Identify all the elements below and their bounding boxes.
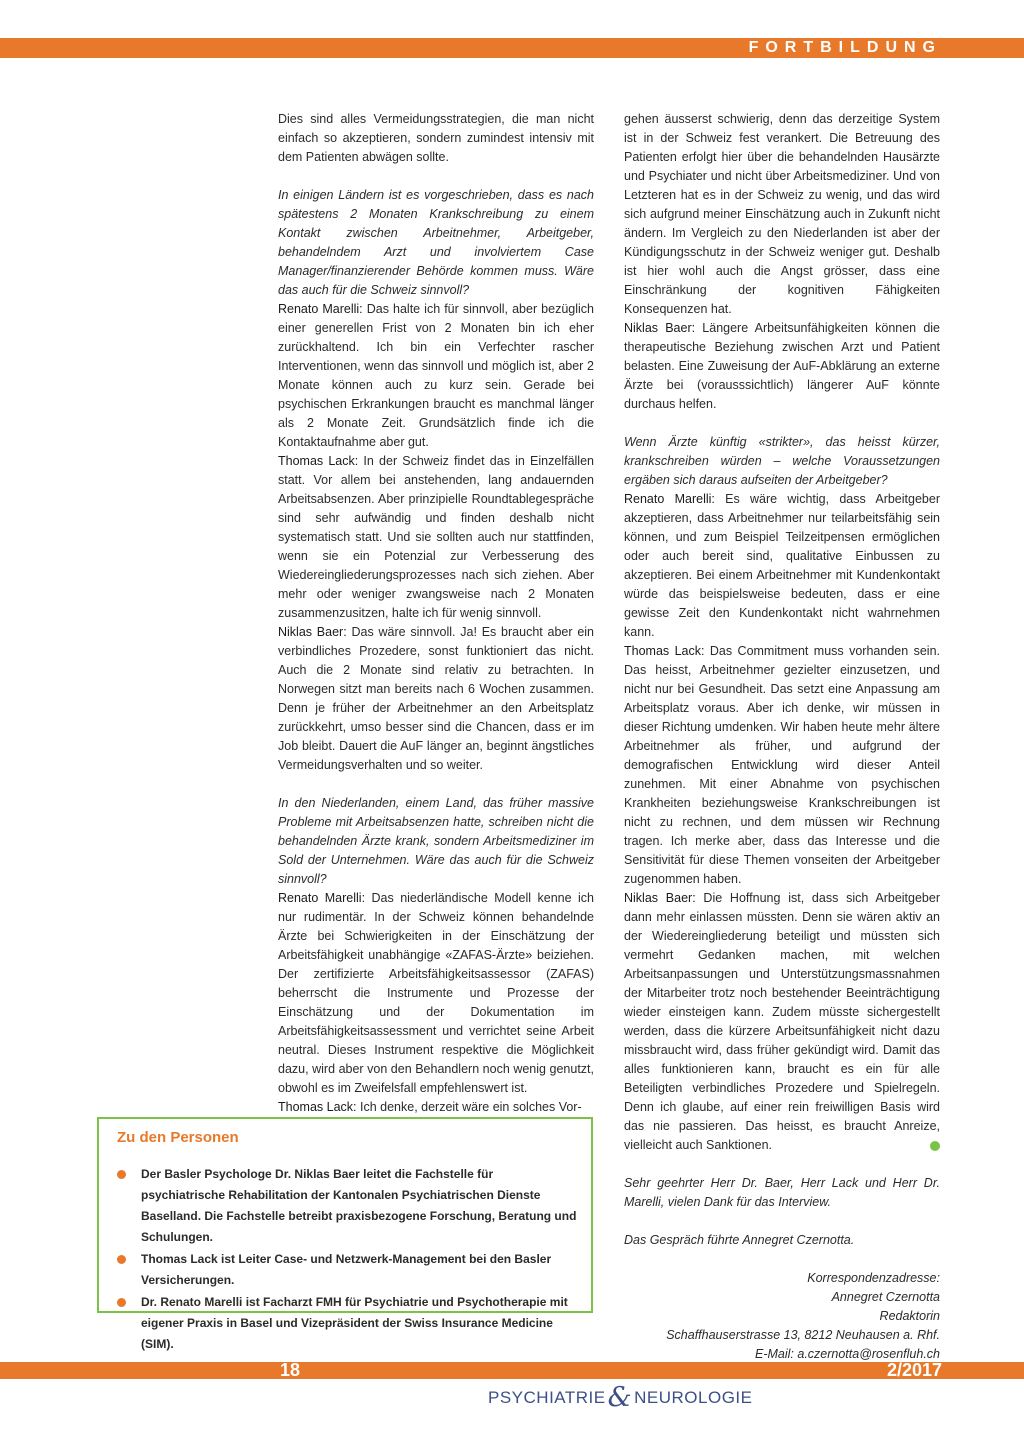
end-mark-icon <box>930 1141 940 1151</box>
logo-ampersand: & <box>607 1382 633 1413</box>
logo-word-left: PSYCHIATRIE <box>488 1388 606 1407</box>
page-number: 18 <box>280 1360 301 1380</box>
interview-answer <box>624 642 940 889</box>
interview-question: In den Niederlanden, einem Land, das früher massive Probleme mit Arbeitsabsenzen hatte, schreiben nicht die behandelnden Ärzte krank, sondern Arbeitsmediziner im Sold der Unternehmen. Wäre das auch für die Schweiz sinnvoll? <box>278 796 594 886</box>
correspondence-line: Schaffhauserstrasse 13, 8212 Neuhausen a. Rhf. <box>666 1328 940 1342</box>
interview-answer <box>278 452 594 623</box>
interview-answer <box>278 1098 594 1117</box>
bullet-icon <box>117 1170 126 1179</box>
section-label: FORTBILDUNG <box>748 39 942 56</box>
paragraph-gap <box>624 414 940 433</box>
person-bio: Dr. Renato Marelli ist Facharzt FMH für Psychiatrie und Psychotherapie mit eigener Praxis in Basel und Vizepräsident der Swiss Insurance Medicine (SIM). <box>141 1295 568 1351</box>
list-item <box>117 1292 577 1355</box>
speaker-name: Niklas Baer: <box>278 625 347 639</box>
infobox-title: Zu den Personen <box>117 1129 239 1146</box>
article-column-right <box>624 110 940 1364</box>
speaker-name: Niklas Baer: <box>624 321 696 335</box>
logo-word-right: NEUROLOGIE <box>634 1388 753 1407</box>
interview-answer <box>278 889 594 1098</box>
correspondence-line: Korrespondenzadresse: <box>807 1271 940 1285</box>
closing-note: Sehr geehrter Herr Dr. Baer, Herr Lack und Herr Dr. Marelli, vielen Dank für das Interview. <box>624 1176 940 1209</box>
bullet-icon <box>117 1298 126 1307</box>
issue-number: 2/2017 <box>886 1360 942 1380</box>
person-bio: Thomas Lack ist Leiter Case- und Netzwerk-Management bei den Basler Versicherungen. <box>141 1252 552 1287</box>
body-paragraph: Dies sind alles Vermeidungsstrategien, die man nicht einfach so akzeptieren, sondern zumindest intensiv mit dem Patienten abwägen sollte. <box>278 112 594 164</box>
answer-text: Längere Arbeitsunfähigkeiten können die therapeutische Beziehung zwischen Arzt und Patient belasten. Eine Zuweisung der AuF-Abklärung an externe Ärzte bei (vorausssichtlich) längerer AuF könnte durchaus helfen. <box>624 321 940 411</box>
paragraph-gap <box>278 167 594 186</box>
correspondence-block <box>624 1269 940 1364</box>
header-bar <box>0 38 1024 58</box>
interview-answer <box>278 623 594 775</box>
correspondence-line: Annegret Czernotta <box>831 1290 940 1304</box>
answer-text: Ich denke, derzeit wäre ein solches Vor- <box>356 1100 582 1114</box>
closing-note: Das Gespräch führte Annegret Czernotta. <box>624 1233 855 1247</box>
paragraph-gap <box>278 775 594 794</box>
bullet-icon <box>117 1255 126 1264</box>
persons-list <box>117 1164 577 1355</box>
journal-logo <box>488 1382 753 1413</box>
body-paragraph: gehen äusserst schwierig, denn das derzeitige System ist in der Schweiz fest verankert. Die Betreuung des Patienten erfolgt hier über die behandelnden Hausärzte und Psychiater und nicht über Arbeitsmediziner. Und von Letzteren hat es in der Schweiz zu wenig, und das wird sich aufgrund meiner Einschätzung auch in Zukunft nicht ändern. Im Vergleich zu den Niederlanden ist aber der Kündigungsschutz in der Schweiz weniger gut. Deshalb ist hier wohl auch die Angst grösser, dass eine Einschränkung der kognitiven Fähigkeiten Konsequenzen hat. <box>624 112 940 316</box>
paragraph-gap <box>624 1250 940 1269</box>
speaker-name: Renato Marelli: <box>278 302 363 316</box>
correspondence-email[interactable]: E-Mail: a.czernotta@rosenfluh.ch <box>755 1347 940 1361</box>
answer-text: Das halte ich für sinnvoll, aber bezüglich einer generellen Frist von 2 Monaten bin ich eher zurückhaltend. Ich bin ein Verfechter rascher Interventionen, wenn das sinnvoll und möglich ist, aber 2 Monate können auch zu kurz sein. Gerade bei psychischen Erkrankungen braucht es manchmal länger als 2 Monate Zeit. Grundsätzlich finde ich die Kontaktaufnahme aber gut. <box>278 302 594 449</box>
correspondence-line: Redaktorin <box>879 1309 940 1323</box>
interview-answer <box>624 490 940 642</box>
person-bio: Der Basler Psychologe Dr. Niklas Baer leitet die Fachstelle für psychiatrische Rehabilitation der Kantonalen Psychiatrischen Dienste Baselland. Die Fachstelle betreibt praxisbezogene Forschung, Beratung und Schulungen. <box>141 1167 577 1244</box>
speaker-name: Thomas Lack: <box>278 454 359 468</box>
interview-answer <box>624 889 940 1155</box>
answer-text: Die Hoffnung ist, dass sich Arbeitgeber dann mehr einlassen müssten. Denn sie wären aktiv an der Wiedereingliederung beteiligt und müssten sich vermehrt Gedanken machen, mit welchen Arbeitsanpassungen und Unterstützungsmassnahmen der Mitarbeiter trotz noch bestehender Beeinträchtigung wieder einsteigen kann. Zudem müsste sichergestellt werden, dass die kürzere Arbeitsunfähigkeit nicht dazu missbraucht wird, dass früher gekündigt wird. Damit das alles funktionieren kann, braucht es ein für alle Beteiligten verbindliches Prozedere und Spielregeln. Denn ich glaube, auf einer rein freiwilligen Basis wird das nie passieren. Das heisst, es braucht Anreize, vielleicht auch Sanktionen. <box>624 891 940 1152</box>
speaker-name: Renato Marelli: <box>624 492 715 506</box>
speaker-name: Thomas Lack: <box>278 1100 357 1114</box>
speaker-name: Renato Marelli: <box>278 891 366 905</box>
answer-text: In der Schweiz findet das in Einzelfällen statt. Vor allem bei anstehenden, lang andauernden Arbeitsabsenzen. Aber prinzipielle Roundtablegespräche sind sehr aufwändig und finden deshalb nicht systematisch statt. Und sie sollten auch nur stattfinden, wenn sie ein Potenzial zur Verbesserung des Wiedereingliederungsprozesses nach sich ziehen. Aber mehr oder weniger zwangsweise nach 2 Monaten zusammenzusitzen, halte ich für wenig sinnvoll. <box>278 454 594 620</box>
footer-bar <box>0 1362 1024 1379</box>
paragraph-gap <box>624 1155 940 1174</box>
answer-text: Das Commitment muss vorhanden sein. Das heisst, Arbeitnehmer gezielter einzusetzen, und nicht nur bei Gesundheit. Das setzt eine Anpassung am Arbeitsplatz voraus. Aber ich denke, wir müssen in dieser Richtung umdenken. Wir haben heute mehr ältere Arbeitnehmer als früher, und aufgrund der demografischen Entwicklung wird dieser Anteil zunehmen. Mit einer Abnahme von psychischen Krankheiten beziehungsweise Krankschreibungen ist nicht zu rechnen, und dem müssen wir Rechnung tragen. Ich merke aber, dass das Interesse und die Sensitivität für diese Themen vonseiten der Arbeitgeber zugenommen haben. <box>624 644 941 886</box>
answer-text: Das niederländische Modell kenne ich nur rudimentär. In der Schweiz können behandelnde Ärzte bei Schwierigkeiten in der Einschätzung der Arbeitsfähigkeit unabhängige «ZAFAS-Ärzte» beiziehen. Der zertifizierte Arbeitsfähigkeitsassessor (ZAFAS) beherrscht die Instrumente und Prozesse der Einschätzung und der Dokumentation im Arbeitsfähigkeitsassessment und verrichtet seine Arbeit neutral. Dieses Instrument respektive die Möglichkeit dazu, wird aber von den Behandlern noch wenig genutzt, obwohl es im Zweifelsfall empfehlenswert ist. <box>278 891 594 1095</box>
answer-text: Es wäre wichtig, dass Arbeitgeber akzeptieren, dass Arbeitnehmer nur teilarbeitsfähig sein können, und zum Beispiel Teilzeitpensen ermöglichen oder auch bereit sind, qualitative Einbussen zu akzeptieren. Bei einem Arbeitnehmer mit Kundenkontakt würde das beispielsweise bedeuten, dass er eine gewisse Zeit den Kundenkontakt nicht wahrnehmen kann. <box>624 492 940 639</box>
answer-text: Das wäre sinnvoll. Ja! Es braucht aber ein verbindliches Prozedere, sonst funktioniert das nicht. Auch die 2 Monate sind relativ zu betrachten. In Norwegen sitzt man bereits nach 6 Wochen zusammen. Denn je früher der Arbeitnehmer an den Arbeitsplatz zurückkehrt, umso besser sind die Chancen, dass er im Job bleibt. Dauert die AuF länger an, beginnt ängstliches Vermeidungsverhalten und so weiter. <box>278 625 594 772</box>
list-item <box>117 1164 577 1248</box>
interview-question: In einigen Ländern ist es vorgeschrieben, dass es nach spätestens 2 Monaten Krankschreibung zu einem Kontakt zwischen Arbeitnehmer, Arbeitgeber, behandelndem Arzt und involviertem Case Manager/finanzierender Behörde kommen muss. Wäre das auch für die Schweiz sinnvoll? <box>278 188 594 297</box>
persons-infobox <box>97 1117 593 1351</box>
list-item <box>117 1249 577 1291</box>
interview-question: Wenn Ärzte künftig «strikter», das heisst kürzer, krankschreiben würden – welche Voraussetzungen ergäben sich daraus aufseiten der Arbeitgeber? <box>624 435 940 487</box>
speaker-name: Niklas Baer: <box>624 891 696 905</box>
interview-answer <box>278 300 594 452</box>
interview-answer <box>624 319 940 414</box>
paragraph-gap <box>624 1212 940 1231</box>
speaker-name: Thomas Lack: <box>624 644 705 658</box>
article-column-left <box>278 110 594 1117</box>
